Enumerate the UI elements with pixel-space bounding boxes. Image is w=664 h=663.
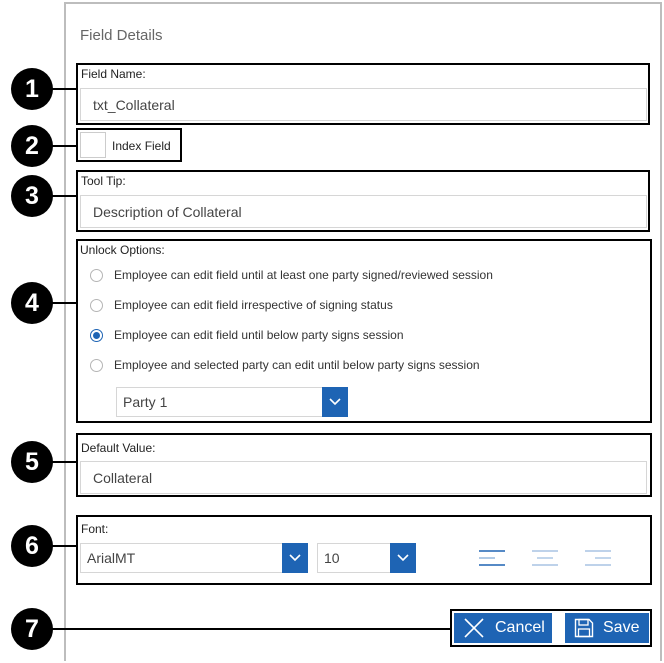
party-dropdown-button[interactable]: [322, 387, 348, 417]
close-icon: [463, 617, 485, 639]
radio-button[interactable]: [90, 299, 103, 312]
tool-tip-input[interactable]: Description of Collateral: [80, 195, 647, 228]
font-family-dropdown-button[interactable]: [282, 543, 308, 573]
chevron-down-icon: [397, 554, 409, 562]
callout-6: 6: [11, 525, 53, 567]
unlock-options-label: Unlock Options:: [80, 243, 165, 257]
chevron-down-icon: [289, 554, 301, 562]
save-icon: [574, 618, 594, 638]
tool-tip-label: Tool Tip:: [81, 174, 126, 188]
unlock-option-label: Employee can edit field irrespective of signing status: [114, 298, 393, 312]
unlock-option-4[interactable]: [90, 358, 480, 372]
cancel-button[interactable]: [454, 613, 552, 643]
save-button-label: Save: [603, 619, 640, 636]
radio-button[interactable]: [90, 359, 103, 372]
unlock-option-2[interactable]: [90, 298, 393, 312]
unlock-option-label: Employee can edit field until at least one party signed/reviewed session: [114, 268, 493, 282]
index-field-label: Index Field: [112, 139, 171, 153]
party-select[interactable]: [116, 387, 348, 417]
radio-button-selected[interactable]: [90, 329, 103, 342]
default-value-label: Default Value:: [81, 441, 156, 455]
font-family-value: ArialMT: [87, 550, 136, 566]
callout-3: 3: [11, 175, 53, 217]
font-size-dropdown-button[interactable]: [390, 543, 416, 573]
callout-7: 7: [11, 608, 53, 650]
callout-4-leader: [52, 302, 78, 304]
cancel-button-label: Cancel: [495, 619, 545, 636]
callout-5: 5: [11, 441, 53, 483]
font-size-value: 10: [324, 550, 340, 566]
unlock-option-1[interactable]: [90, 268, 493, 282]
field-name-input[interactable]: txt_Collateral: [80, 88, 647, 121]
callout-5-leader: [52, 461, 78, 463]
callout-6-leader: [52, 545, 78, 547]
font-label: Font:: [81, 522, 109, 536]
callout-2: 2: [11, 125, 53, 167]
default-value-input[interactable]: Collateral: [80, 461, 647, 494]
callout-7-leader: [52, 628, 450, 630]
callout-3-leader: [52, 195, 78, 197]
font-size-select[interactable]: [317, 543, 416, 573]
callout-1-leader: [52, 88, 78, 90]
callout-2-leader: [52, 145, 78, 147]
unlock-option-label: Employee can edit field until below party signs session: [114, 328, 404, 342]
callout-4: 4: [11, 282, 53, 324]
dialog-title: Field Details: [80, 27, 163, 44]
align-center-icon[interactable]: [532, 550, 558, 566]
align-right-icon[interactable]: [585, 550, 611, 566]
radio-button[interactable]: [90, 269, 103, 282]
unlock-option-label: Employee and selected party can edit until below party signs session: [114, 358, 480, 372]
unlock-option-3[interactable]: [90, 328, 404, 342]
save-button[interactable]: [565, 613, 649, 643]
field-name-label: Field Name:: [81, 67, 146, 81]
callout-1: 1: [11, 68, 53, 110]
align-left-icon[interactable]: [479, 550, 505, 566]
index-field-checkbox[interactable]: [80, 132, 106, 158]
party-select-value: Party 1: [123, 394, 168, 410]
chevron-down-icon: [329, 398, 341, 406]
font-family-select[interactable]: [80, 543, 308, 573]
